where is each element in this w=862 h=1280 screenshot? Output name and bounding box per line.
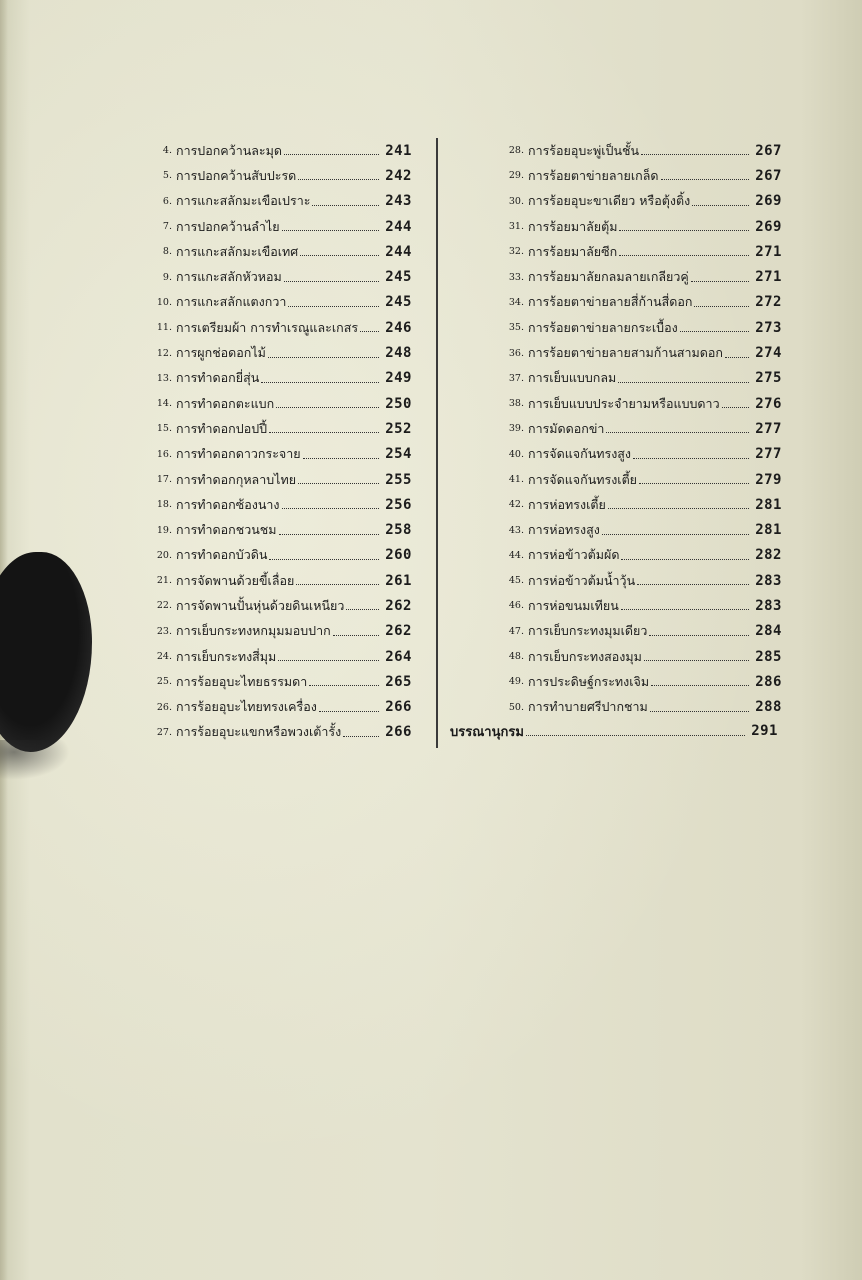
entry-number: 50.: [508, 701, 524, 713]
entry-page-number: 252: [385, 420, 412, 437]
toc-entry: [150, 340, 412, 365]
entry-title: การร้อยมาลัยตุ้ม: [528, 218, 618, 234]
toc-right-column: [500, 138, 782, 720]
entry-title: การร้อยอุบะไทยธรรมดา: [176, 673, 308, 689]
entry-title: การร้อยตาข่ายลายเกล็ด: [528, 167, 659, 183]
entry-title: การปอกคว้านลำไย: [176, 218, 280, 234]
entry-title: การทำดอกดาวกระจาย: [176, 446, 301, 462]
leader-dots: [282, 508, 380, 509]
entry-page-number: 245: [385, 269, 412, 286]
entry-page-number: 281: [755, 522, 782, 539]
leader-dots: [641, 154, 749, 155]
toc-entry: [150, 138, 412, 163]
entry-number: 4.: [162, 145, 172, 157]
entry-number: 8.: [162, 246, 172, 258]
leader-dots: [692, 205, 749, 206]
entry-number: 33.: [508, 271, 524, 283]
leader-dots: [608, 508, 749, 509]
entry-number: 28.: [508, 145, 524, 157]
toc-entry: [500, 239, 782, 264]
leader-dots: [649, 635, 749, 636]
entry-number: 35.: [508, 322, 524, 334]
entry-number: 16.: [156, 448, 172, 460]
entry-page-number: 283: [755, 597, 782, 614]
leader-dots: [309, 685, 379, 686]
bibliography-page: 291: [751, 723, 778, 739]
entry-page-number: 267: [755, 167, 782, 184]
entry-page-number: 241: [385, 142, 412, 159]
entry-title: การปอกคว้านสับปะรด: [176, 167, 297, 183]
leader-dots: [606, 432, 749, 433]
entry-title: การร้อยอุบะพู่เป็นชั้น: [528, 142, 640, 158]
toc-entry: [150, 391, 412, 416]
entry-page-number: 276: [755, 395, 782, 412]
leader-dots: [618, 382, 749, 383]
entry-page-number: 250: [385, 395, 412, 412]
entry-number: 24.: [156, 651, 172, 663]
toc-entry: [150, 315, 412, 340]
entry-number: 47.: [508, 625, 524, 637]
entry-number: 42.: [508, 499, 524, 511]
leader-dots: [276, 407, 379, 408]
entry-title: การทำดอกปอปปี้: [176, 420, 268, 436]
bibliography-entry: [450, 720, 778, 742]
leader-dots: [722, 407, 750, 408]
entry-number: 22.: [156, 600, 172, 612]
toc-entry: [500, 492, 782, 517]
toc-entry: [500, 442, 782, 467]
entry-title: การร้อยมาลัยกลมลายเกลียวคู่: [528, 269, 689, 285]
leader-dots: [651, 685, 749, 686]
leader-dots: [279, 534, 380, 535]
entry-title: การห่อข้าวต้มน้ำวุ้น: [528, 572, 636, 588]
entry-number: 34.: [508, 296, 524, 308]
toc-entry: [150, 467, 412, 492]
entry-title: การจัดแจกันทรงเตี้ย: [528, 471, 638, 487]
entry-page-number: 242: [385, 167, 412, 184]
leader-dots: [694, 306, 749, 307]
toc-entry: [150, 290, 412, 315]
entry-number: 19.: [156, 524, 172, 536]
entry-page-number: 262: [385, 623, 412, 640]
entry-page-number: 277: [755, 446, 782, 463]
entry-title: การเย็บกระทงสี่มุม: [176, 648, 277, 664]
entry-title: การแกะสลักมะเขือเทศ: [176, 243, 299, 259]
entry-number: 48.: [508, 651, 524, 663]
entry-title: การเตรียมผ้า การทำเรณูและเกสร: [176, 319, 359, 335]
entry-page-number: 264: [385, 648, 412, 665]
entry-page-number: 266: [385, 724, 412, 741]
entry-number: 18.: [156, 499, 172, 511]
leader-dots: [637, 584, 749, 585]
entry-page-number: 271: [755, 243, 782, 260]
entry-title: การห่อทรงเตี้ย: [528, 496, 606, 512]
entry-title: การเย็บแบบกลม: [528, 370, 617, 386]
entry-number: 43.: [508, 524, 524, 536]
entry-page-number: 284: [755, 623, 782, 640]
toc-entry: [500, 391, 782, 416]
entry-number: 5.: [162, 170, 172, 182]
entry-title: การร้อยตาข่ายลายสี่ก้านสี่ดอก: [528, 294, 693, 310]
leader-dots: [288, 306, 379, 307]
leader-dots: [680, 331, 750, 332]
entry-number: 30.: [508, 195, 524, 207]
leader-dots: [602, 534, 749, 535]
toc-entry: [150, 695, 412, 720]
entry-number: 9.: [162, 271, 172, 283]
leader-dots: [639, 483, 749, 484]
entry-title: การเย็บกระทงหกมุมมอบปาก: [176, 623, 331, 639]
leader-dots: [725, 357, 749, 358]
leader-dots: [319, 711, 379, 712]
leader-dots: [621, 609, 749, 610]
toc-entry: [500, 290, 782, 315]
toc-entry: [500, 619, 782, 644]
toc-entry: [150, 366, 412, 391]
toc-entry: [150, 214, 412, 239]
entry-title: การจัดแจกันทรงสูง: [528, 446, 632, 462]
bibliography-title: บรรณานุกรม: [450, 724, 524, 740]
entry-number: 29.: [508, 170, 524, 182]
entry-title: การทำดอกกุหลาบไทย: [176, 471, 297, 487]
toc-entry: [150, 492, 412, 517]
toc-entry: [500, 416, 782, 441]
entry-number: 38.: [508, 398, 524, 410]
toc-entry: [150, 189, 412, 214]
entry-page-number: 248: [385, 345, 412, 362]
toc-entry: [500, 366, 782, 391]
toc-entry: [500, 644, 782, 669]
entry-page-number: 283: [755, 572, 782, 589]
entry-page-number: 246: [385, 319, 412, 336]
entry-page-number: 256: [385, 496, 412, 513]
entry-page-number: 269: [755, 193, 782, 210]
leader-dots: [633, 458, 749, 459]
entry-title: การแกะสลักแตงกวา: [176, 294, 287, 310]
entry-title: การผูกช่อดอกไม้: [176, 345, 266, 361]
leader-dots: [269, 559, 379, 560]
entry-title: การห่อขนมเทียน: [528, 597, 619, 613]
entry-number: 27.: [156, 726, 172, 738]
entry-page-number: 244: [385, 218, 412, 235]
entry-title: การทำดอกยี่สุ่น: [176, 370, 260, 386]
entry-page-number: 267: [755, 142, 782, 159]
entry-title: การประดิษฐ์กระทงเจิม: [528, 673, 650, 689]
entry-title: การร้อยมาลัยซีก: [528, 243, 618, 259]
entry-number: 23.: [156, 625, 172, 637]
leader-dots: [300, 255, 379, 256]
leader-dots: [278, 660, 379, 661]
entry-title: การเย็บแบบประจำยามหรือแบบดาว: [528, 395, 720, 411]
toc-entry: [500, 517, 782, 542]
entry-page-number: 286: [755, 673, 782, 690]
entry-page-number: 243: [385, 193, 412, 210]
entry-number: 21.: [156, 575, 172, 587]
leader-dots: [360, 331, 379, 332]
toc-entry: [150, 416, 412, 441]
entry-number: 10.: [156, 296, 172, 308]
entry-page-number: 261: [385, 572, 412, 589]
leader-dots: [284, 281, 379, 282]
leader-dots: [303, 458, 380, 459]
entry-number: 6.: [162, 195, 172, 207]
column-divider: [436, 138, 438, 748]
entry-page-number: 254: [385, 446, 412, 463]
entry-title: การทำดอกชวนชม: [176, 522, 277, 538]
leader-dots: [269, 432, 379, 433]
entry-page-number: 262: [385, 597, 412, 614]
entry-number: 36.: [508, 347, 524, 359]
toc-entry: [150, 543, 412, 568]
leader-dots: [333, 635, 380, 636]
entry-title: การทำบายศรีปากชาม: [528, 699, 648, 715]
leader-dots: [298, 483, 379, 484]
toc-entry: [500, 315, 782, 340]
toc-entry: [150, 669, 412, 694]
toc-entry: [150, 644, 412, 669]
leader-dots: [312, 205, 379, 206]
entry-title: การปอกคว้านละมุด: [176, 142, 282, 158]
leader-dots: [691, 281, 749, 282]
toc-entry: [150, 619, 412, 644]
entry-title: การจัดพานด้วยขี้เลื่อย: [176, 572, 295, 588]
entry-title: การร้อยตาข่ายลายกระเบื้อง: [528, 319, 678, 335]
entry-page-number: 249: [385, 370, 412, 387]
toc-entry: [500, 214, 782, 239]
leader-dots: [644, 660, 749, 661]
entry-number: 11.: [156, 322, 172, 334]
entry-number: 40.: [508, 448, 524, 460]
thumb-shadow-fade: [0, 740, 70, 780]
entry-number: 17.: [156, 474, 172, 485]
entry-page-number: 255: [385, 471, 412, 488]
leader-dots: [298, 179, 379, 180]
entry-title: การมัดดอกข่า: [528, 420, 605, 436]
entry-title: การร้อยอุบะขาเดียว หรือตุ้งติ้ง: [528, 193, 691, 209]
toc-entry: [500, 568, 782, 593]
entry-page-number: 288: [755, 699, 782, 716]
entry-page-number: 274: [755, 345, 782, 362]
entry-title: การจัดพานปั้นหุ่นด้วยดินเหนียว: [176, 597, 345, 613]
entry-number: 39.: [508, 423, 524, 435]
entry-title: การร้อยตาข่ายลายสามก้านสามดอก: [528, 345, 723, 361]
entry-page-number: 245: [385, 294, 412, 311]
entry-title: การร้อยอุบะแขกหรือพวงเต้ารั้ง: [176, 724, 342, 740]
entry-title: การแกะสลักมะเขือเปราะ: [176, 193, 311, 209]
entry-number: 20.: [156, 549, 172, 561]
leader-dots: [284, 154, 379, 155]
leader-dots: [526, 735, 745, 736]
leader-dots: [296, 584, 379, 585]
entry-title: การร้อยอุบะไทยทรงเครื่อง: [176, 699, 317, 715]
entry-number: 13.: [156, 372, 172, 384]
leader-dots: [282, 230, 380, 231]
toc-entry: [500, 695, 782, 720]
entry-number: 7.: [162, 221, 172, 233]
leader-dots: [619, 255, 749, 256]
toc-entry: [500, 467, 782, 492]
entry-number: 45.: [508, 575, 524, 587]
entry-page-number: 282: [755, 547, 782, 564]
toc-entry: [500, 543, 782, 568]
entry-title: การทำดอกบัวดิน: [176, 547, 268, 563]
toc-entry: [150, 517, 412, 542]
entry-page-number: 258: [385, 522, 412, 539]
entry-number: 37.: [508, 372, 524, 384]
entry-number: 26.: [156, 701, 172, 713]
entry-page-number: 266: [385, 699, 412, 716]
toc-entry: [500, 189, 782, 214]
toc-entry: [150, 593, 412, 618]
toc-entry: [150, 568, 412, 593]
entry-page-number: 277: [755, 420, 782, 437]
toc-entry: [150, 720, 412, 745]
leader-dots: [268, 357, 379, 358]
entry-page-number: 275: [755, 370, 782, 387]
toc-entry: [500, 138, 782, 163]
entry-title: การเย็บกระทงมุมเดียว: [528, 623, 648, 639]
entry-title: การเย็บกระทงสองมุม: [528, 648, 642, 664]
thumb-shadow-obstruction: [0, 552, 92, 752]
entry-page-number: 272: [755, 294, 782, 311]
entry-page-number: 285: [755, 648, 782, 665]
toc-entry: [500, 264, 782, 289]
toc-entry: [150, 264, 412, 289]
entry-page-number: 265: [385, 673, 412, 690]
leader-dots: [650, 711, 749, 712]
entry-page-number: 260: [385, 547, 412, 564]
toc-entry: [150, 163, 412, 188]
toc-entry: [500, 593, 782, 618]
entry-page-number: 273: [755, 319, 782, 336]
toc-entry: [500, 669, 782, 694]
leader-dots: [261, 382, 379, 383]
entry-title: การห่อข้าวต้มผัด: [528, 547, 620, 563]
toc-entry: [150, 442, 412, 467]
entry-title: การทำดอกตะแบก: [176, 395, 275, 411]
entry-number: 41.: [508, 474, 524, 485]
entry-page-number: 244: [385, 243, 412, 260]
entry-number: 44.: [508, 549, 524, 561]
leader-dots: [661, 179, 750, 180]
entry-number: 14.: [156, 398, 172, 410]
entry-number: 12.: [156, 347, 172, 359]
entry-number: 32.: [508, 246, 524, 258]
entry-number: 25.: [156, 676, 172, 688]
entry-page-number: 271: [755, 269, 782, 286]
entry-title: การทำดอกซ้องนาง: [176, 496, 280, 512]
toc-entry: [500, 340, 782, 365]
leader-dots: [343, 736, 379, 737]
entry-title: การแกะสลักหัวหอม: [176, 269, 282, 285]
toc-left-column: [150, 138, 412, 745]
entry-number: 31.: [508, 221, 524, 233]
leader-dots: [619, 230, 749, 231]
toc-entry: [150, 239, 412, 264]
entry-number: 15.: [156, 423, 172, 435]
leader-dots: [346, 609, 379, 610]
entry-page-number: 279: [755, 471, 782, 488]
entry-page-number: 269: [755, 218, 782, 235]
leader-dots: [621, 559, 749, 560]
entry-number: 46.: [508, 600, 524, 612]
entry-title: การห่อทรงสูง: [528, 522, 600, 538]
entry-page-number: 281: [755, 496, 782, 513]
entry-number: 49.: [508, 676, 524, 688]
toc-entry: [500, 163, 782, 188]
